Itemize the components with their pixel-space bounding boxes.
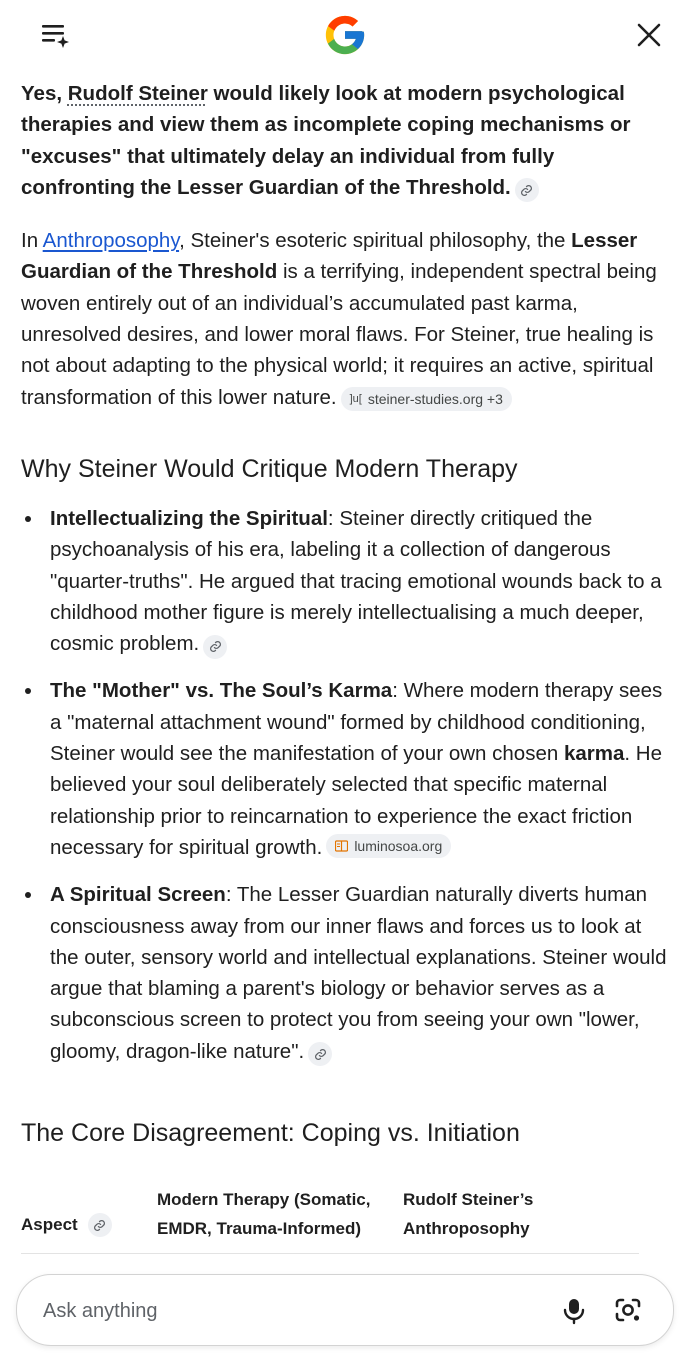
list-item-title: Intellectualizing the Spiritual <box>50 506 328 530</box>
list-item <box>21 879 673 1067</box>
citation-link-button[interactable] <box>203 635 227 659</box>
menu-sparkle-icon[interactable] <box>40 22 72 50</box>
list-item <box>21 503 673 659</box>
list-item-title: The "Mother" vs. The Soul’s Karma <box>50 679 393 703</box>
link-icon <box>93 1219 106 1232</box>
list-item-text-end: . He believed your soul deliberately selected that specific maternal relationship prior to reincarnation to experience the exact friction necessary for spiritual growth. <box>50 742 662 859</box>
list-item-text: : The Lesser Guardian naturally diverts human consciousness away from our inner flaws and forces us to look at the outer, sensory world and intellectual explanations. Steiner would argue that blaming a parent's biology or behavior serves as a subconscious screen to protect you from seeing your own "lower, gloomy, dragon-like nature". <box>50 883 667 1063</box>
ask-input[interactable] <box>41 1295 525 1327</box>
citation-link-button[interactable] <box>308 1042 332 1066</box>
link-icon <box>520 184 533 197</box>
table-header-aspect <box>21 1213 112 1237</box>
google-g-logo <box>322 12 368 58</box>
source-chip-luminosoa[interactable] <box>326 834 451 858</box>
rudolf-steiner-link[interactable]: Rudolf Steiner <box>67 82 208 105</box>
lead-paragraph <box>21 78 673 203</box>
answer-content <box>21 78 673 1149</box>
source-chip-label: luminosoa.org <box>354 837 443 854</box>
citation-link-button[interactable] <box>88 1213 112 1237</box>
list-item-text: : Where modern therapy sees a "maternal attachment wound" formed by childhood conditioning, Steiner would see the manifestation of your own chosen <box>50 679 663 766</box>
ask-bar <box>16 1274 674 1346</box>
list-item <box>21 675 673 863</box>
intro-text-start: In <box>21 229 43 253</box>
intro-text-end: is a terrifying, independent spectral being woven entirely out of an individual’s accumulated past karma, unresolved desires, and lower moral flaws. For Steiner, true healing is not about adapting to the physical world; it requires an active, spiritual transformation of this lower nature. <box>21 260 657 409</box>
microphone-icon[interactable] <box>562 1297 586 1325</box>
book-icon <box>335 840 348 852</box>
table-header-modern-therapy: Modern Therapy (Somatic, EMDR, Trauma-Informed) <box>157 1190 371 1238</box>
karma-bold: karma <box>563 742 625 766</box>
intro-paragraph <box>21 225 673 413</box>
intro-text-mid: , Steiner's esoteric spiritual philosophy, the <box>179 229 572 253</box>
section-heading-disagreement: The Core Disagreement: Coping vs. Initiation <box>21 1119 520 1148</box>
list-item-text: : Steiner directly critiqued the psychoanalysis of his era, labeling it a collection of dangerous "quarter-truths". He argued that tracing emotional wounds back to a childhood mother figure is merely intellectualising a much deeper, cosmic problem. <box>50 506 662 656</box>
lesser-guardian-bold: Lesser Guardian of the Threshold <box>21 229 638 284</box>
top-bar <box>0 0 690 72</box>
link-icon <box>314 1048 327 1061</box>
table-header-anthroposophy: Rudolf Steiner’s Anthroposophy <box>403 1190 534 1238</box>
camera-lens-icon[interactable] <box>614 1297 642 1323</box>
citation-link-button[interactable] <box>515 178 539 202</box>
list-item-title: A Spiritual Screen <box>50 883 226 907</box>
source-favicon-icon: ]u[ <box>349 392 362 405</box>
section-heading-critique: Why Steiner Would Critique Modern Therapy <box>21 454 518 483</box>
critique-list <box>21 503 673 1067</box>
aspect-label: Aspect <box>21 1215 78 1234</box>
source-chip-steiner-studies[interactable] <box>341 387 512 411</box>
lead-text-rest: would likely look at modern psychological therapies and view them as incomplete coping mechanisms or "excuses" that ultimately delay an individual from fully confronting the Lesser Guardian of the Threshold. <box>21 82 631 199</box>
link-icon <box>209 640 222 653</box>
source-chip-label: steiner-studies.org +3 <box>367 390 503 407</box>
close-icon[interactable] <box>636 22 662 48</box>
lead-text-start: Yes, <box>21 82 68 105</box>
anthroposophy-link[interactable]: Anthroposophy <box>42 229 180 253</box>
comparison-table-header <box>21 1183 639 1254</box>
